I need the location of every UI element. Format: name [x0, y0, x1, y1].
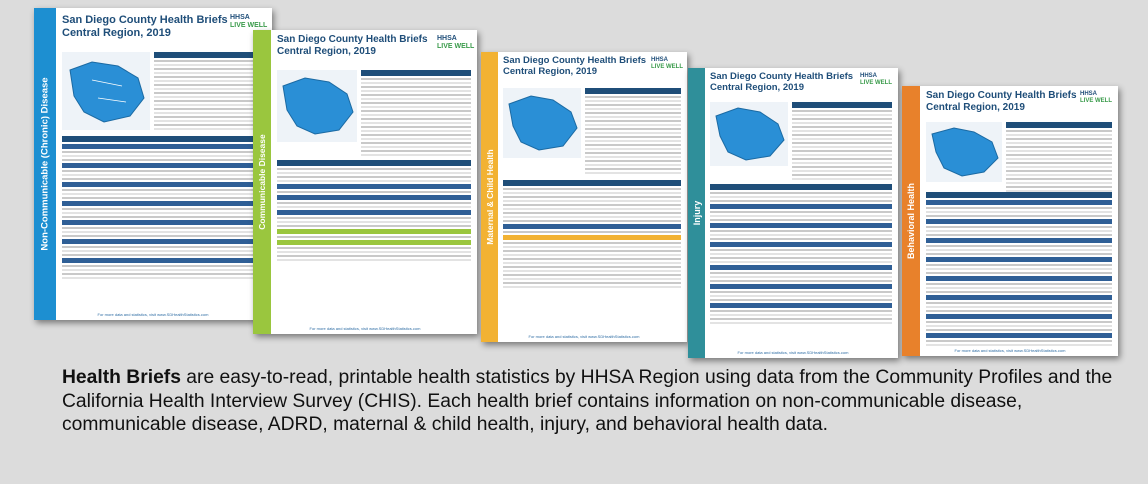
hhsa-logo: HHSA LIVE WELL — [860, 73, 892, 86]
card-footer: For more data and statistics, visit www.SDHealthStatistics.com — [954, 348, 1066, 353]
health-brief-card-communicable — [253, 30, 477, 334]
demographics-table — [585, 88, 681, 176]
card-footer: For more data and statistics, visit www.SDHealthStatistics.com — [309, 326, 421, 331]
card-title: San Diego County Health Briefs Central Region, 2019 — [62, 14, 228, 39]
region-map-shape — [277, 70, 357, 142]
card-footer: For more data and statistics, visit www.SDHealthStatistics.com — [97, 312, 209, 317]
caption-text — [62, 366, 1122, 437]
hhsa-logo: HHSA LIVE WELL — [1080, 91, 1112, 104]
region-map-shape — [710, 102, 788, 166]
card-title: San Diego County Health Briefs Central Region, 2019 — [926, 90, 1077, 113]
card-side-label: Injury — [691, 200, 702, 226]
health-outcomes-table — [710, 184, 892, 326]
caption-bold: Health Briefs — [62, 367, 181, 388]
region-map — [503, 88, 581, 158]
card-title: San Diego County Health Briefs Central Region, 2019 — [503, 55, 647, 77]
region-map — [62, 52, 150, 130]
card-sidebar — [481, 52, 498, 342]
card-title: San Diego County Health Briefs Central Region, 2019 — [277, 34, 428, 57]
demographics-table — [361, 70, 471, 158]
card-sidebar — [34, 8, 56, 320]
region-map — [926, 122, 1002, 182]
region-map-shape — [926, 122, 1002, 182]
region-map-shape — [62, 52, 150, 130]
hhsa-logo: HHSA LIVE WELL — [651, 57, 683, 70]
health-outcomes-table — [62, 136, 266, 281]
card-sidebar — [902, 86, 920, 356]
region-map — [710, 102, 788, 166]
hhsa-logo: HHSA LIVE WELL — [437, 35, 475, 50]
health-outcomes-table — [926, 192, 1112, 348]
health-brief-card-maternal — [481, 52, 687, 342]
card-sidebar — [688, 68, 705, 358]
region-map-shape — [503, 88, 581, 158]
health-brief-card-injury — [688, 68, 898, 358]
card-title: San Diego County Health Briefs Central Region, 2019 — [710, 71, 854, 93]
card-side-label: Non-Communicable (Chronic) Disease — [39, 77, 51, 251]
health-outcomes-table — [503, 180, 681, 290]
hhsa-logo: HHSA LIVE WELL — [230, 14, 268, 29]
health-outcomes-table — [277, 160, 471, 263]
health-brief-card-chronic — [34, 8, 272, 320]
region-map — [277, 70, 357, 142]
card-sidebar — [253, 30, 271, 334]
card-footer: For more data and statistics, visit www.SDHealthStatistics.com — [737, 350, 849, 355]
card-side-label: Communicable Disease — [257, 134, 267, 230]
caption-body: are easy-to-read, printable health statistics by HHSA Region using data from the Community Profiles and the California Health Interview Survey (CHIS). Each health brief contains information on non-communicable disease, communicable disease, ADRD, maternal & child health, injury, and behavioral health data. — [62, 367, 1113, 435]
demographics-table — [792, 102, 892, 182]
demographics-table — [154, 52, 266, 132]
card-side-label: Maternal & Child Health — [484, 149, 495, 245]
demographics-table — [1006, 122, 1112, 194]
card-footer: For more data and statistics, visit www.SDHealthStatistics.com — [528, 334, 640, 339]
card-side-label: Behavioral Health — [906, 182, 916, 260]
health-brief-card-behavioral — [902, 86, 1118, 356]
